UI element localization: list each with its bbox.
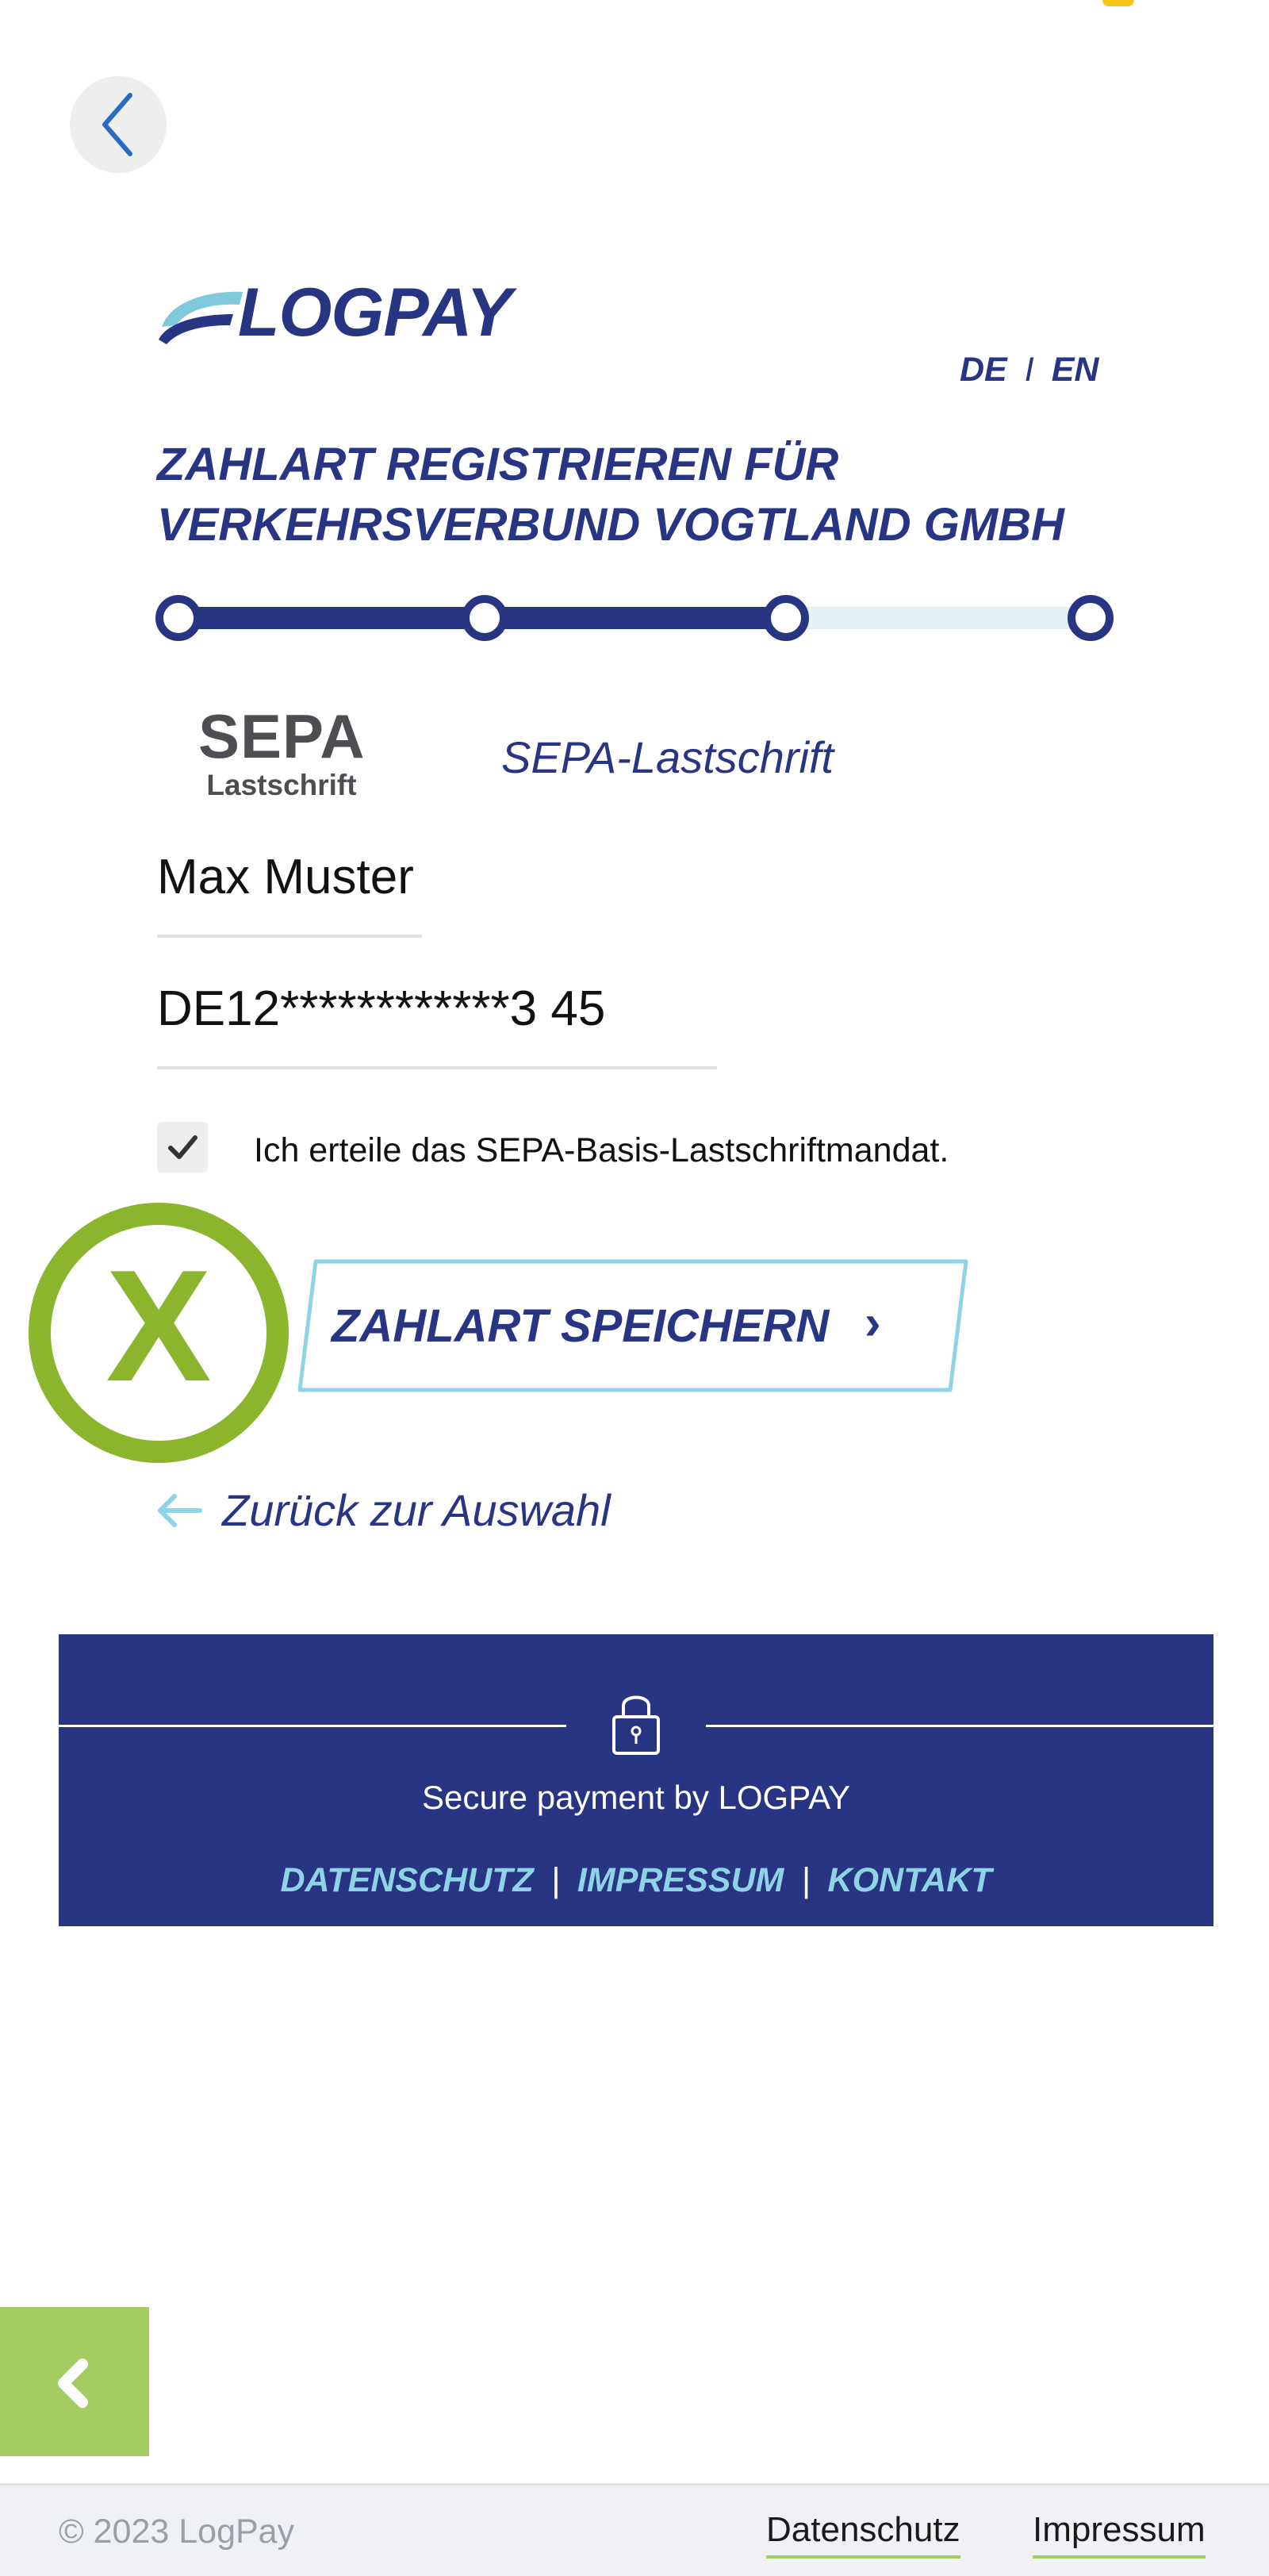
iban-field[interactable]: DE12************3 45: [157, 977, 717, 1069]
datenschutz-link[interactable]: DATENSCHUTZ: [280, 1861, 534, 1899]
secure-panel-links: [59, 1858, 1213, 1902]
logo-swoosh-icon: [155, 282, 244, 346]
progress-stepper: [155, 593, 1117, 643]
lang-en-link[interactable]: EN: [1051, 351, 1099, 389]
checkmark-icon: [157, 1122, 208, 1173]
x-mark-letter: X: [105, 1238, 212, 1415]
mandate-checkbox[interactable]: [157, 1122, 208, 1173]
logpay-logo: [155, 274, 512, 351]
lang-de-link[interactable]: DE: [960, 351, 1007, 389]
divider-line: [59, 1725, 566, 1727]
divider-line: [706, 1725, 1213, 1727]
impressum-link[interactable]: IMPRESSUM: [577, 1861, 784, 1899]
footer-impressum-link[interactable]: Impressum: [1033, 2508, 1206, 2559]
back-button[interactable]: [70, 76, 167, 173]
page-title-line-1: ZAHLART REGISTRIEREN FÜR: [157, 439, 839, 490]
status-indicator: [1102, 0, 1134, 6]
secure-payment-text: Secure payment by LOGPAY: [421, 1779, 851, 1816]
page-title-line-2: VERKEHRSVERBUND VOGTLAND GMBH: [157, 499, 1064, 551]
stepper-node-4: [1068, 595, 1114, 641]
chevron-right-icon: ›: [865, 1296, 881, 1350]
page-footer: [0, 2483, 1269, 2576]
mandate-label: Ich erteile das SEPA-Basis-Lastschriftmandat.: [254, 1131, 949, 1169]
chevron-left-icon: [0, 2307, 149, 2456]
x-mark-icon: [24, 1198, 293, 1468]
payment-method-label: SEPA-Lastschrift: [501, 732, 834, 782]
page-title: [157, 435, 1148, 555]
link-separator: |: [550, 1861, 560, 1899]
kontakt-link[interactable]: KONTAKT: [827, 1861, 992, 1899]
back-to-selection-label: Zurück zur Auswahl: [222, 1485, 611, 1535]
link-separator: |: [801, 1861, 811, 1899]
lang-separator: I: [1024, 351, 1034, 389]
side-back-button[interactable]: [0, 2307, 149, 2456]
logo-text: LOGPAY: [238, 274, 512, 351]
secure-payment-panel: [59, 1634, 1213, 1926]
language-switch: [960, 349, 1098, 390]
stepper-node-2: [462, 595, 508, 641]
account-holder-field[interactable]: Max Muster: [157, 846, 422, 938]
stepper-node-1: [155, 595, 201, 641]
footer-datenschutz-link[interactable]: Datenschutz: [766, 2508, 960, 2559]
stepper-node-3: [763, 595, 809, 641]
sepa-logo-title: SEPA: [198, 701, 366, 771]
lock-icon: [609, 1687, 663, 1756]
save-payment-label: ZAHLART SPEICHERN: [332, 1300, 830, 1352]
arrow-left-icon: [155, 1491, 203, 1530]
sepa-logo-subtitle: Lastschrift: [206, 769, 357, 801]
sepa-logo: [198, 703, 365, 814]
copyright-text: © 2023 LogPay: [59, 2513, 295, 2551]
chevron-left-icon: [70, 76, 167, 173]
